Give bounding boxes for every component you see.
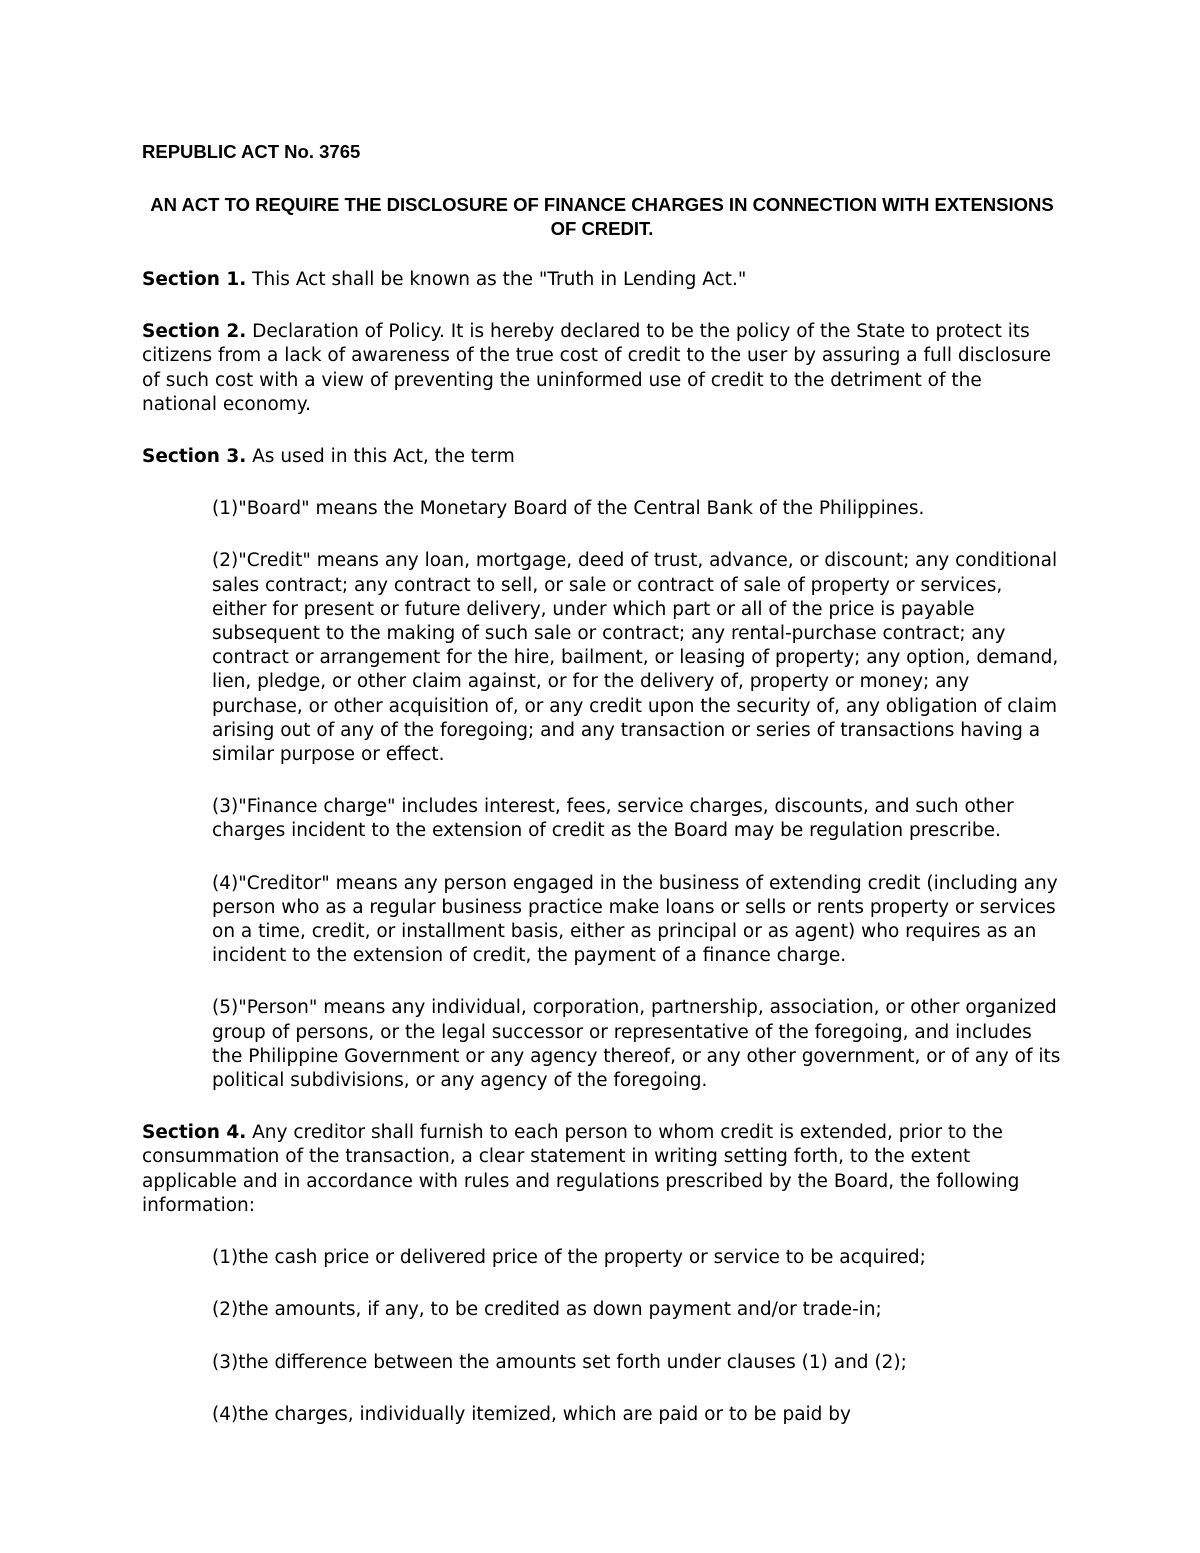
section-2-text: Declaration of Policy. It is hereby declared to be the policy of the State to protect its citizens from a lack of awareness of the true cost of credit to the user by assuring a full disclosure of such cost with a view of preventing the uninformed use of credit to the detriment of the national economy. xyxy=(142,321,1051,415)
section-3 xyxy=(142,445,1062,469)
act-number-heading: REPUBLIC ACT No. 3765 xyxy=(142,141,361,162)
section-4-item-4: (4)the charges, individually itemized, which are paid or to be paid by xyxy=(212,1403,851,1425)
document-page xyxy=(142,140,1062,1455)
section-3-text: As used in this Act, the term xyxy=(252,446,515,468)
section-3-item-1: (1)"Board" means the Monetary Board of the Central Bank of the Philippines. xyxy=(212,498,925,520)
section-1 xyxy=(142,268,1062,292)
section-4-text: Any creditor shall furnish to each person to whom credit is extended, prior to the consummation of the transaction, a clear statement in writing setting forth, to the extent applicable and in accordance with rules and regulations prescribed by the Board, the following information: xyxy=(142,1122,1020,1216)
section-1-text: This Act shall be known as the "Truth in Lending Act." xyxy=(252,269,747,290)
section-4-item-2: (2)the amounts, if any, to be credited as down payment and/or trade-in; xyxy=(212,1299,882,1321)
section-3-item-2: (2)"Credit" means any loan, mortgage, deed of trust, advance, or discount; any conditional sales contract; any contract to sell, or sale or contract of sale of property or services, either for present or future delivery, under which part or all of the price is payable subsequent to the making of such sale or contract; any rental-purchase contract; any contract or arrangement for the hire, bailment, or leasing of property; any option, demand, lien, pledge, or other claim against, or for the delivery of, property or money; any purchase, or other acquisition of, or any credit upon the security of, any obligation of claim arising out of any of the foregoing; and any transaction or series of transactions having a similar purpose or effect. xyxy=(212,550,1059,766)
section-2 xyxy=(142,320,1062,417)
section-2-label: Section 2. xyxy=(142,321,247,343)
section-4 xyxy=(142,1121,1062,1218)
section-3-label: Section 3. xyxy=(142,446,247,468)
act-title-heading: AN ACT TO REQUIRE THE DISCLOSURE OF FINANCE CHARGES IN CONNECTION WITH EXTENSIONS OF CREDIT. xyxy=(150,194,1054,239)
section-4-item-1: (1)the cash price or delivered price of the property or service to be acquired; xyxy=(212,1247,926,1269)
section-3-item-3: (3)"Finance charge" includes interest, fees, service charges, discounts, and such other charges incident to the extension of credit as the Board may be regulation prescribe. xyxy=(212,796,1014,842)
section-4-item-3: (3)the difference between the amounts set forth under clauses (1) and (2); xyxy=(212,1351,907,1373)
section-3-item-5: (5)"Person" means any individual, corporation, partnership, association, or other organized group of persons, or the legal successor or representative of the foregoing, and includes the Philippine Government or any agency thereof, or any other government, or of any of its political subdivisions, or any agency of the foregoing. xyxy=(212,997,1061,1092)
section-1-label: Section 1. xyxy=(142,269,247,290)
section-3-item-4: (4)"Creditor" means any person engaged in the business of extending credit (including any person who as a regular business practice make loans or sells or rents property or services on a time, credit, or installment basis, either as principal or as agent) who requires as an incident to the extension of credit, the payment of a finance charge. xyxy=(212,872,1058,967)
section-4-label: Section 4. xyxy=(142,1122,247,1144)
